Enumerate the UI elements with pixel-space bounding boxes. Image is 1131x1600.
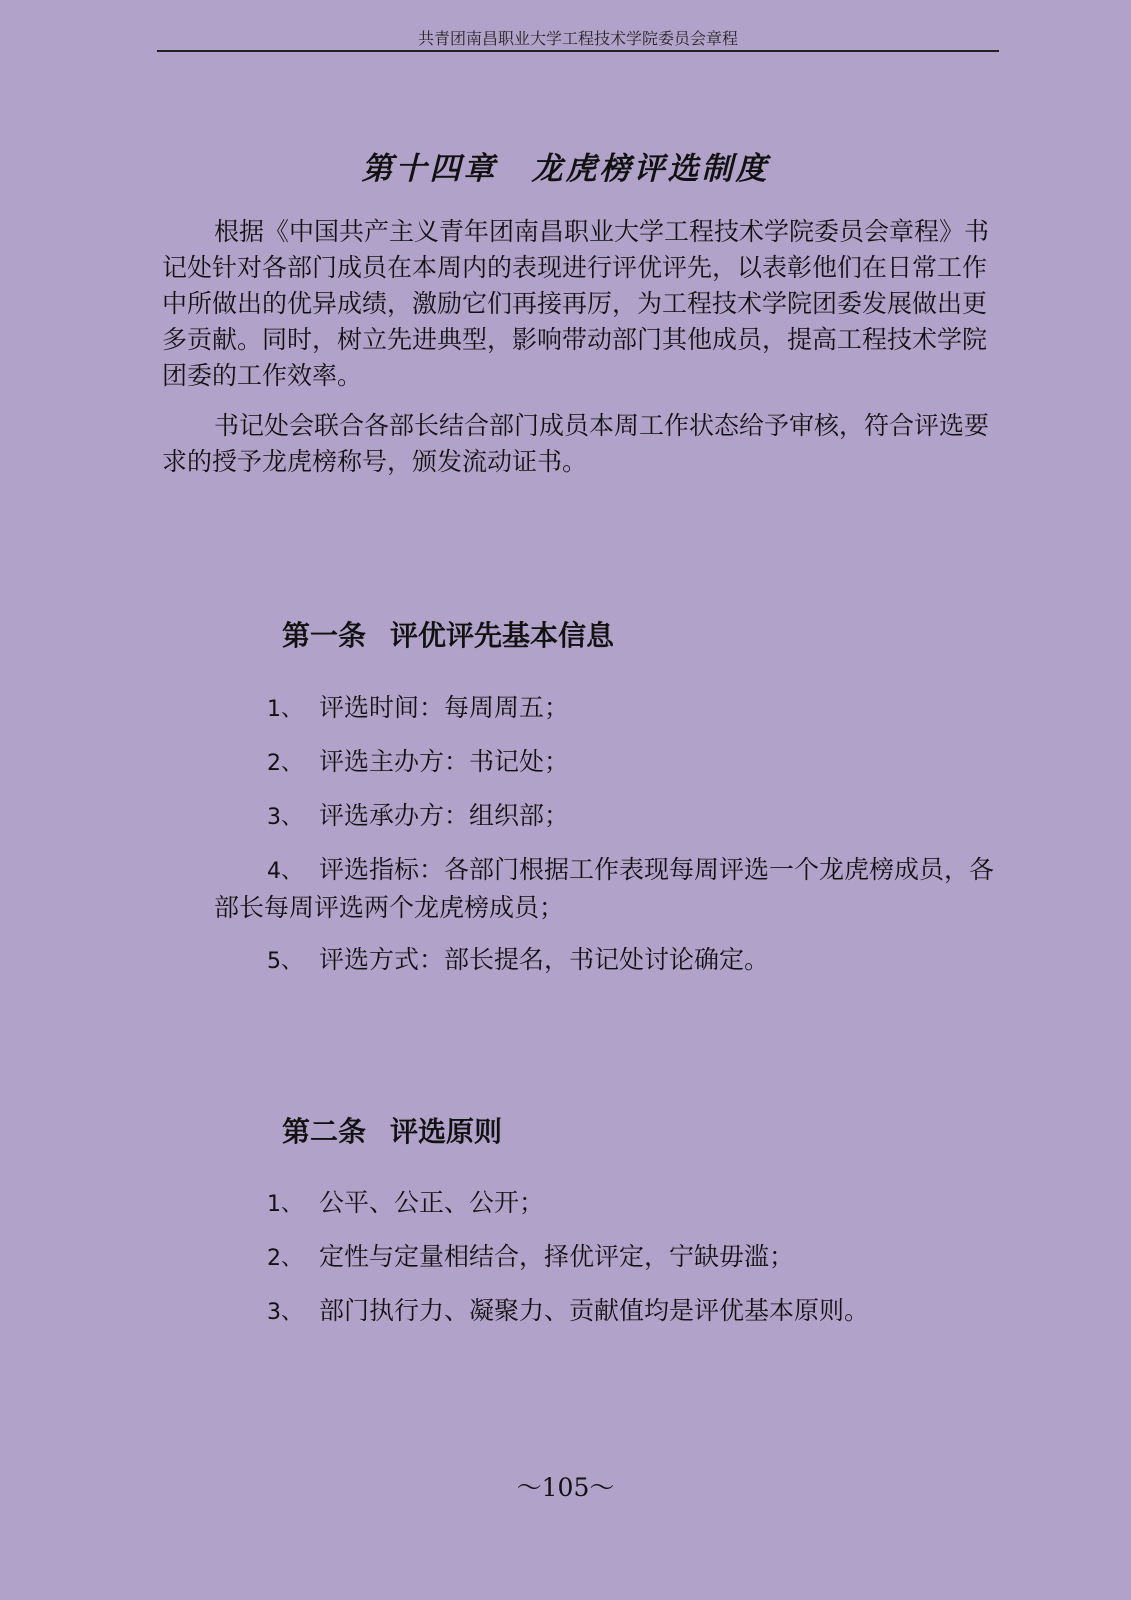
- chapter-name: 龙虎榜评选制度: [531, 151, 770, 187]
- header-divider: [157, 50, 999, 52]
- page-number: ～105～: [516, 1473, 615, 1502]
- list-item: [214, 1185, 1014, 1223]
- list-item-body: [214, 801, 569, 830]
- article-2-name: 评选原则: [390, 1115, 503, 1148]
- list-item-text: 公平、公正、公开；: [319, 1188, 545, 1217]
- list-item-number: 5、: [267, 949, 303, 974]
- list-item: [214, 1293, 1014, 1331]
- list-item-body: [214, 945, 769, 974]
- list-item-text: 评选指标：各部门根据工作表现每周评选一个龙虎榜成员，各部长每周评选两个龙虎榜成员；: [214, 855, 995, 922]
- article-1-name: 评优评先基本信息: [390, 619, 615, 652]
- article-2-list: [214, 1185, 1014, 1347]
- list-item: [214, 690, 1014, 728]
- list-item-text: 部门执行力、凝聚力、贡献值均是评优基本原则。: [319, 1296, 870, 1325]
- list-item-text: 评选承办方：组织部；: [319, 801, 570, 830]
- list-item-text: 定性与定量相结合，择优评定，宁缺毋滥；: [319, 1242, 795, 1271]
- list-item-number: 3、: [267, 1300, 303, 1325]
- chapter-number: 第十四章: [361, 151, 498, 187]
- list-item-number: 2、: [267, 751, 303, 776]
- list-item-body: [214, 1188, 544, 1217]
- list-item: [214, 852, 1014, 926]
- chapter-title: [0, 143, 1131, 188]
- list-item-text: 评选主办方：书记处；: [319, 747, 570, 776]
- running-header: 共青团南昌职业大学工程技术学院委员会章程: [417, 29, 738, 48]
- list-item: [214, 798, 1014, 836]
- list-item-body: [214, 1296, 869, 1325]
- list-item-body: [214, 747, 569, 776]
- list-item-number: 1、: [267, 697, 303, 722]
- intro-section: [162, 214, 998, 494]
- article-2-number: 第二条: [282, 1115, 367, 1148]
- list-item-body: [214, 693, 569, 722]
- list-item-text: 评选方式：部长提名，书记处讨论确定。: [319, 945, 770, 974]
- list-item-body: [214, 855, 994, 922]
- article-1-title: [282, 614, 614, 654]
- intro-paragraph: 根据《中国共产主义青年团南昌职业大学工程技术学院委员会章程》书记处针对各部门成员在本周内的表现进行评优评先，以表彰他们在日常工作中所做出的优异成绩，激励它们再接再厉，为工程技术学院团委发展做出更多贡献。同时，树立先进典型，影响带动部门其他成员，提高工程技术学院团委的工作效率。: [162, 217, 990, 390]
- list-item: [214, 942, 1014, 980]
- list-item-text: 评选时间：每周周五；: [319, 693, 570, 722]
- list-item-body: [214, 1242, 794, 1271]
- list-item: [214, 1239, 1014, 1277]
- intro-paragraph: 书记处会联合各部长结合部门成员本周工作状态给予审核，符合评选要求的授予龙虎榜称号，颁发流动证书。: [162, 411, 990, 476]
- article-1-number: 第一条: [282, 619, 367, 652]
- list-item-number: 4、: [267, 859, 303, 884]
- list-item: [214, 744, 1014, 782]
- list-item-number: 1、: [267, 1192, 303, 1217]
- list-item-number: 2、: [267, 1246, 303, 1271]
- article-2-title: [282, 1110, 502, 1150]
- list-item-number: 3、: [267, 805, 303, 830]
- article-1-list: [214, 690, 1014, 996]
